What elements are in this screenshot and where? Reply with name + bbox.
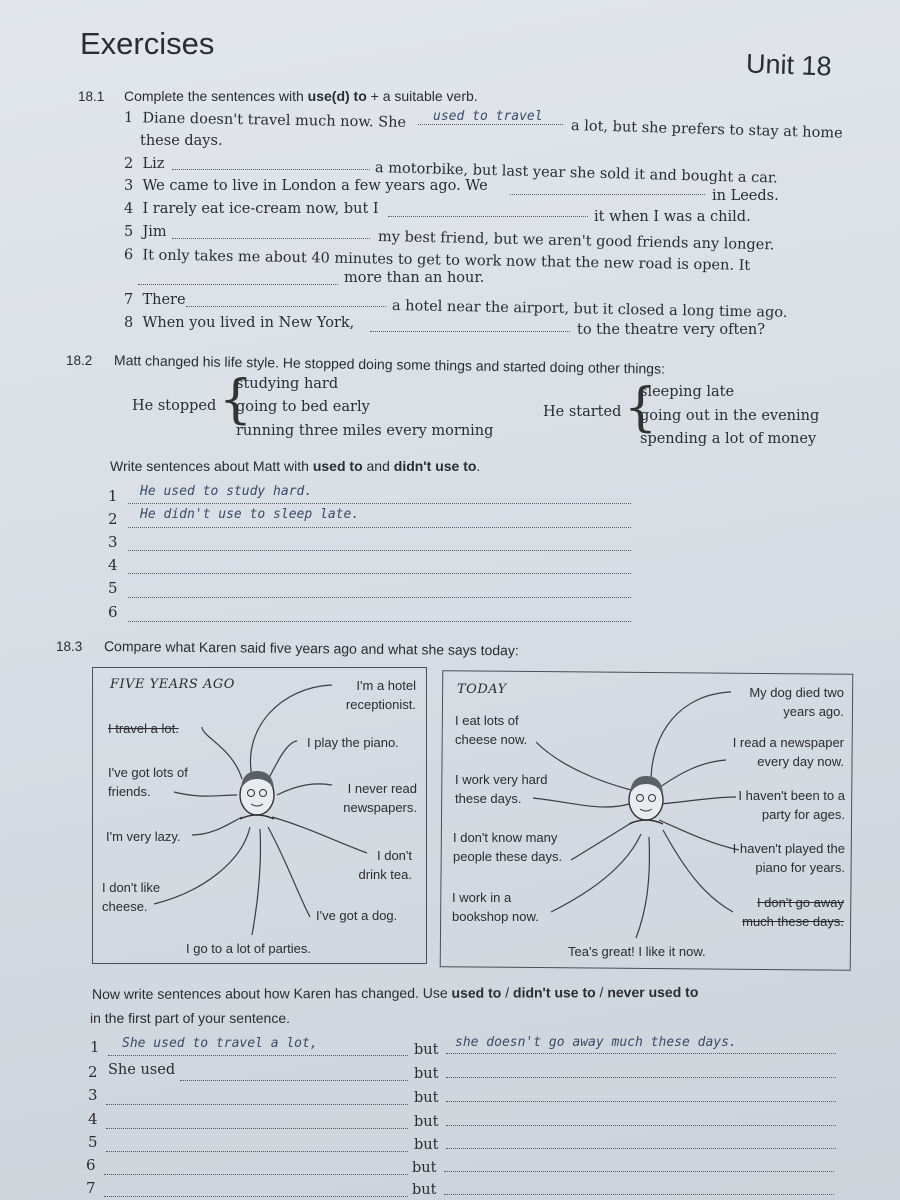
- exercise-item: 8 When you lived in New York,: [124, 315, 355, 331]
- exercise-instruction: Compare what Karen said five years ago and what she says today:: [103, 638, 519, 659]
- line-number: 4: [108, 556, 118, 574]
- but-label: but: [414, 1114, 439, 1130]
- speech-bubble-text: I'm a hotel receptionist.: [345, 678, 416, 712]
- started-item: going out in the evening: [640, 408, 820, 424]
- handwritten-answer: She used to travel a lot,: [122, 1036, 318, 1051]
- line-number: 5: [108, 579, 118, 597]
- exercise-number: 18.2: [66, 353, 93, 368]
- exercise-item-continuation: a lot, but she prefers to stay at home: [570, 118, 843, 142]
- answer-line[interactable]: [180, 1080, 408, 1081]
- exercise-instruction: Matt changed his life style. He stopped doing some things and started doing other things:: [113, 352, 666, 377]
- answer-line[interactable]: [186, 306, 386, 307]
- line-number: 6: [108, 603, 118, 621]
- exercise-item: 3 We came to live in London a few years ago. We: [124, 178, 488, 194]
- exercise-number: 18.1: [78, 89, 105, 104]
- speech-bubble-text: My dog died two years ago.: [749, 685, 844, 719]
- speech-bubble-text: I've got lots of friends.: [108, 765, 188, 799]
- karen-older-face-icon: [629, 776, 663, 824]
- write-instruction-continuation: in the first part of your sentence.: [90, 1010, 290, 1026]
- today-title: TODAY: [457, 682, 507, 697]
- unit-label: Unit 18: [745, 48, 833, 82]
- line-number: 1: [90, 1038, 100, 1056]
- exercise-item: 4 I rarely eat ice-cream now, but I: [124, 201, 379, 217]
- handwritten-answer: she doesn't go away much these days.: [455, 1035, 737, 1050]
- exercise-item-text: to the theatre very often?: [577, 322, 765, 338]
- page-title: Exercises: [80, 26, 215, 61]
- line-number: 2: [88, 1063, 98, 1081]
- answer-line[interactable]: [128, 573, 631, 574]
- speech-bubble-text: I never read newspapers.: [343, 781, 417, 815]
- karen-face-icon: [240, 771, 274, 819]
- stopped-item: studying hard: [236, 376, 339, 392]
- answer-line[interactable]: [128, 597, 631, 598]
- speech-bubble-text: I don't like cheese.: [102, 880, 161, 914]
- answer-line[interactable]: [106, 1151, 408, 1152]
- line-number: 1: [108, 487, 118, 505]
- answer-line[interactable]: [106, 1104, 408, 1105]
- exercise-item: 2 Liz: [124, 156, 165, 172]
- exercise-item: 6 It only takes me about 40 minutes to get to work now that the new road is open. It: [123, 247, 751, 274]
- answer-line[interactable]: [510, 194, 705, 195]
- answer-line[interactable]: [388, 216, 588, 217]
- but-label: but: [412, 1160, 437, 1176]
- exercise-item-text: in Leeds.: [712, 188, 779, 204]
- answer-line[interactable]: [172, 238, 370, 239]
- answer-line[interactable]: [446, 1101, 836, 1102]
- answer-line[interactable]: [172, 169, 370, 170]
- answer-line[interactable]: [444, 1171, 834, 1172]
- exercise-number: 18.3: [56, 639, 83, 654]
- answer-line[interactable]: [446, 1125, 836, 1126]
- speech-bubble-text: I haven't been to a party for ages.: [738, 788, 845, 822]
- speech-bubble-text: I don't know many people these days.: [453, 830, 563, 864]
- but-label: but: [414, 1066, 439, 1082]
- left-brace: {: [219, 370, 253, 430]
- answer-line[interactable]: [444, 1194, 834, 1195]
- line-number: 3: [88, 1086, 98, 1104]
- line-number: 2: [108, 510, 118, 528]
- line-number: 7: [86, 1179, 96, 1197]
- handwritten-answer: He didn't use to sleep late.: [140, 507, 360, 522]
- stopped-item: going to bed early: [236, 399, 370, 415]
- but-label: but: [414, 1090, 439, 1106]
- handwritten-answer: He used to study hard.: [140, 484, 313, 499]
- exercise-instruction: Complete the sentences with use(d) to + a suitable verb.: [124, 88, 478, 104]
- speech-bubble-text: I work very hard these days.: [455, 772, 548, 806]
- line-number: 5: [88, 1133, 98, 1151]
- write-instruction: Now write sentences about how Karen has changed. Use used to / didn't use to / never used to: [91, 983, 699, 1002]
- right-brace: {: [624, 378, 658, 438]
- exercise-item: 5 Jim: [124, 224, 167, 240]
- answer-line[interactable]: [104, 1174, 408, 1175]
- speech-bubble-text: I read a newspaper every day now.: [732, 735, 844, 769]
- speech-bubble-text: Tea's great! I like it now.: [568, 944, 706, 959]
- answer-line[interactable]: [418, 124, 563, 125]
- exercise-item: 7 There: [124, 292, 186, 308]
- speech-bubble-text: I work in a bookshop now.: [452, 890, 539, 924]
- write-instruction: Write sentences about Matt with used to and didn't use to.: [110, 458, 481, 474]
- answer-line[interactable]: [104, 1196, 408, 1197]
- speech-bubble-text-crossed: I travel a lot.: [108, 721, 179, 736]
- but-label: but: [414, 1137, 439, 1153]
- answer-line[interactable]: [108, 1055, 408, 1056]
- stopped-label: He stopped: [132, 398, 217, 414]
- answer-line[interactable]: [138, 284, 338, 285]
- exercise-item-text: a motorbike, but last year she sold it and bought a car.: [374, 160, 778, 187]
- stopped-item: running three miles every morning: [236, 423, 494, 439]
- but-label: but: [414, 1042, 439, 1058]
- speech-bubble-text-crossed: I don't go away much these days.: [742, 895, 844, 929]
- speech-bubble-text: I'm very lazy.: [106, 829, 181, 844]
- speech-bubble-text: I've got a dog.: [316, 908, 398, 923]
- answer-line[interactable]: [446, 1077, 836, 1078]
- speech-bubble-text: I haven't played the piano for years.: [732, 841, 845, 875]
- started-label: He started: [543, 404, 622, 420]
- answer-line[interactable]: [128, 621, 631, 622]
- exercise-item-text: it when I was a child.: [594, 209, 751, 225]
- exercise-item: 1 Diane doesn't travel much now. She: [123, 110, 407, 131]
- answer-line[interactable]: [128, 503, 631, 504]
- answer-line[interactable]: [446, 1148, 836, 1149]
- exercise-item-text: my best friend, but we aren't good friends any longer.: [377, 229, 775, 254]
- started-item: sleeping late: [640, 384, 735, 400]
- speech-bubble-text: I eat lots of cheese now.: [455, 713, 528, 747]
- line-number: 6: [86, 1156, 96, 1174]
- exercise-item-continuation: more than an hour.: [344, 270, 485, 286]
- five-years-ago-title: FIVE YEARS AGO: [110, 677, 235, 692]
- answer-line[interactable]: [128, 550, 631, 551]
- answer-line[interactable]: [446, 1053, 836, 1054]
- answer-line[interactable]: [370, 331, 570, 332]
- exercise-item-text: a hotel near the airport, but it closed a long time ago.: [391, 298, 788, 321]
- handwritten-answer: used to travel: [433, 109, 543, 124]
- started-item: spending a lot of money: [640, 431, 817, 447]
- answer-line[interactable]: [128, 527, 631, 528]
- line-number: 4: [88, 1110, 98, 1128]
- speech-bubble-text: I don't drink tea.: [358, 848, 412, 882]
- speech-bubble-text: I go to a lot of parties.: [186, 941, 312, 956]
- line-number: 3: [108, 533, 118, 551]
- but-label: but: [412, 1182, 437, 1198]
- speech-bubble-text: I play the piano.: [307, 735, 399, 750]
- answer-line[interactable]: [106, 1128, 408, 1129]
- exercise-item-continuation: these days.: [140, 133, 223, 149]
- line-prefix: She used: [108, 1062, 176, 1078]
